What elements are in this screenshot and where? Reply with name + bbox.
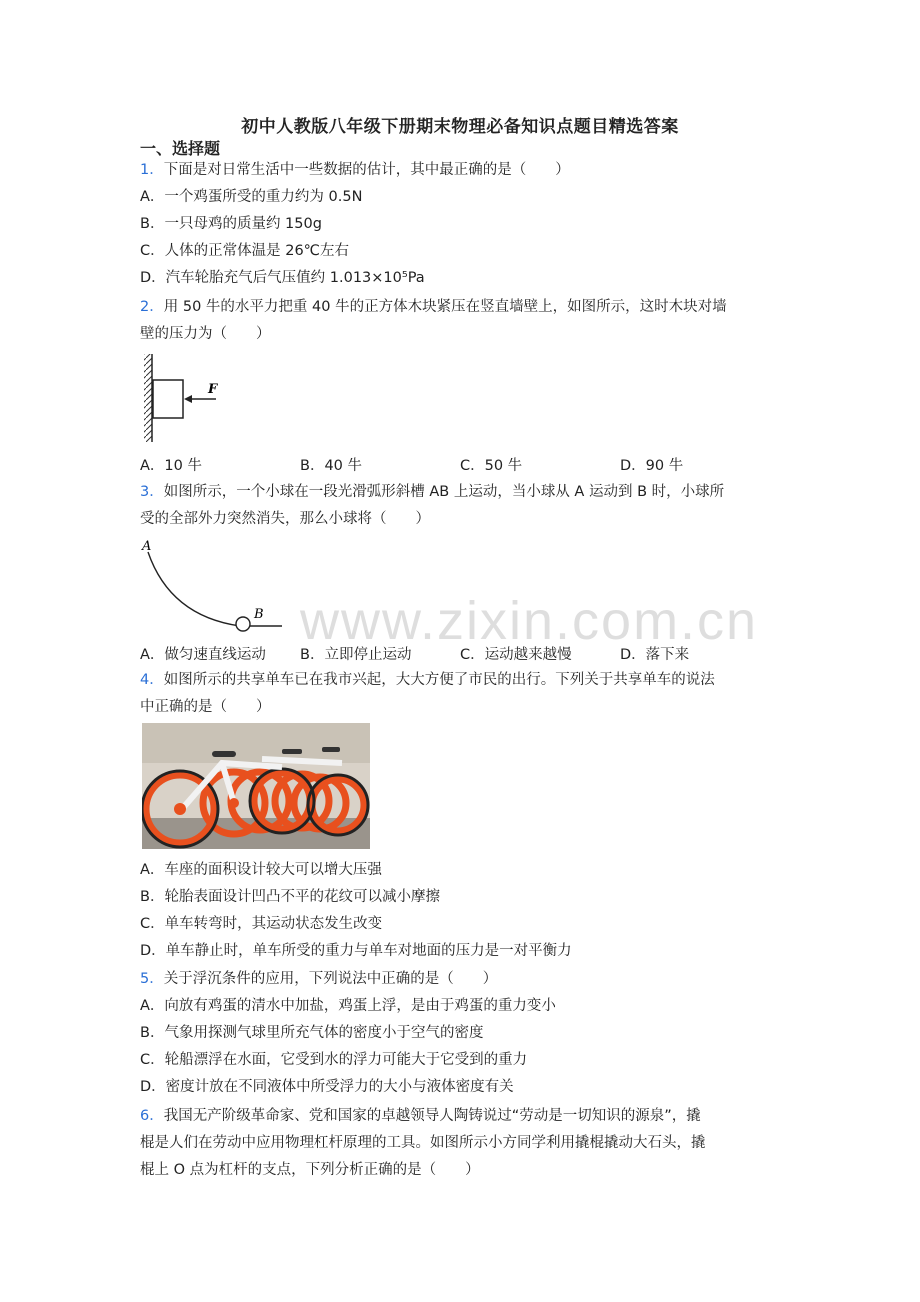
- question-4-stem: [140, 670, 715, 690]
- question-text: 下面是对日常生活中一些数据的估计，其中最正确的是（ ）: [163, 162, 570, 178]
- shared-bike-photo: [142, 723, 370, 849]
- question-4-stem-cont: 中正确的是（ ）: [140, 699, 271, 715]
- question-text: 关于浮沉条件的应用，下列说法中正确的是（ ）: [163, 971, 498, 987]
- q5-option-c: C．轮船漂浮在水面，它受到水的浮力可能大于它受到的重力: [140, 1052, 528, 1068]
- question-6-stem-cont-2: 棍上 O 点为杠杆的支点，下列分析正确的是（ ）: [140, 1162, 480, 1178]
- q5-option-a: A．向放有鸡蛋的清水中加盐，鸡蛋上浮，是由于鸡蛋的重力变小: [140, 998, 556, 1014]
- q2-option-c: C．50 牛: [460, 458, 523, 474]
- question-text: 如图所示的共享单车已在我市兴起，大大方便了市民的出行。下列关于共享单车的说法: [163, 672, 715, 688]
- wall-hatch: [144, 354, 152, 442]
- question-text: 如图所示，一个小球在一段光滑弧形斜槽 AB 上运动，当小球从 A 运动到 B 时，小球所: [163, 484, 725, 500]
- question-number: 1．: [140, 162, 164, 178]
- q4-option-d: D．单车静止时，单车所受的重力与单车对地面的压力是一对平衡力: [140, 943, 572, 959]
- q3-option-d: D．落下来: [620, 647, 690, 663]
- question-number: 5．: [140, 971, 164, 987]
- question-1-stem: [140, 160, 570, 180]
- question-number: 6．: [140, 1108, 164, 1124]
- q4-option-b: B．轮胎表面设计凹凸不平的花纹可以减小摩擦: [140, 889, 440, 905]
- question-6-stem-cont: 棍是人们在劳动中应用物理杠杆原理的工具。如图所示小方同学利用撬棍撬动大石头，撬: [140, 1135, 706, 1151]
- ball: [236, 617, 250, 631]
- question-number: 4．: [140, 672, 164, 688]
- question-text: 用 50 牛的水平力把重 40 牛的正方体木块紧压在竖直墙壁上，如图所示，这时木块对墙: [163, 299, 727, 315]
- q3-option-b: B．立即停止运动: [300, 647, 412, 663]
- question-3-stem: [140, 482, 724, 502]
- question-6-stem: [140, 1106, 701, 1126]
- arc-track-figure: [140, 536, 290, 636]
- document-title: 初中人教版八年级下册期末物理必备知识点题目精选答案: [241, 117, 679, 137]
- q5-option-d: D．密度计放在不同液体中所受浮力的大小与液体密度有关: [140, 1079, 514, 1095]
- question-text: 我国无产阶级革命家、党和国家的卓越领导人陶铸说过“劳动是一切知识的源泉”，撬: [163, 1108, 701, 1124]
- q2-option-d: D．90 牛: [620, 458, 684, 474]
- q1-option-c: C．人体的正常体温是 26℃左右: [140, 243, 349, 259]
- question-number: 2．: [140, 299, 164, 315]
- q1-option-a: A．一个鸡蛋所受的重力约为 0.5N: [140, 189, 363, 205]
- question-2-stem-cont: 壁的压力为（ ）: [140, 326, 271, 342]
- force-label: F: [208, 382, 218, 397]
- force-arrow-head: [184, 395, 192, 403]
- q3-option-c: C．运动越来越慢: [460, 647, 572, 663]
- point-b-label: B: [254, 607, 264, 622]
- point-a-label: A: [142, 539, 152, 554]
- q1-option-d: D．汽车轮胎充气后气压值约 1.013×10⁵Pa: [140, 270, 425, 286]
- q1-option-b: B．一只母鸡的质量约 150g: [140, 216, 322, 232]
- q4-option-a: A．车座的面积设计较大可以增大压强: [140, 862, 382, 878]
- q4-option-c: C．单车转弯时，其运动状态发生改变: [140, 916, 383, 932]
- q2-options: [140, 454, 840, 474]
- q2-option-b: B．40 牛: [300, 458, 363, 474]
- watermark: www.zixin.com.cn: [300, 591, 759, 651]
- question-number: 3．: [140, 484, 164, 500]
- question-2-stem: [140, 297, 727, 317]
- q2-option-a: A．10 牛: [140, 458, 202, 474]
- section-heading: 一、选择题: [140, 139, 221, 158]
- q5-option-b: B．气象用探测气球里所充气体的密度小于空气的密度: [140, 1025, 484, 1041]
- wood-block: [153, 380, 183, 418]
- q3-option-a: A．做匀速直线运动: [140, 647, 266, 663]
- question-5-stem: [140, 969, 497, 989]
- wall-block-figure: [140, 352, 230, 444]
- question-3-stem-cont: 受的全部外力突然消失，那么小球将（ ）: [140, 511, 430, 527]
